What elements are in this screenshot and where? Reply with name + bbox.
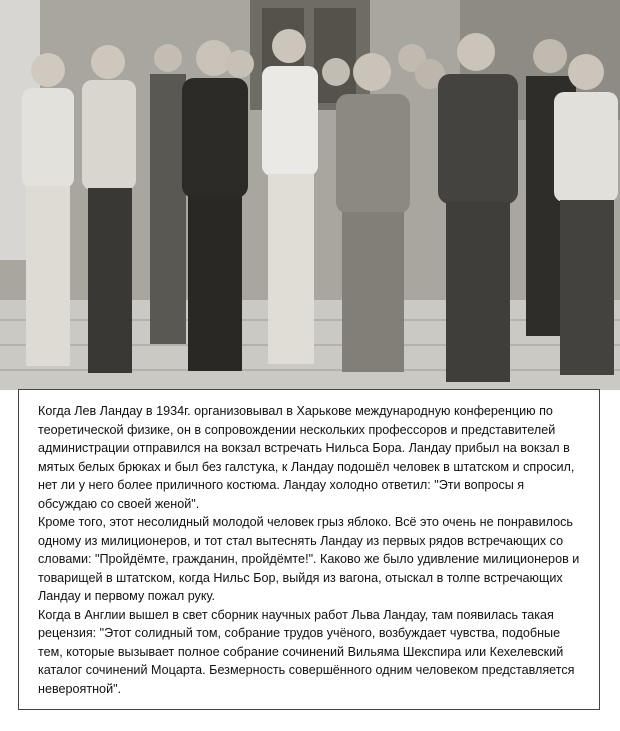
caption-paragraph-2: Кроме того, этот несолидный молодой человек грыз яблоко. Всё это очень не понравилось одному из милиционеров, и тот стал вытеснять Ландау из первых рядов встречающих со словами: "Пройдёмте, гражданин, пройдёмте!". Каково же было удивление милиционеров и товарищей в штатском, когда Нильс Бор, выйдя из вагона, отыскал в толпе встречающих Ландау и первому пожал руку. [38, 515, 580, 603]
caption-paragraph-3: Когда в Англии вышел в свет сборник научных работ Льва Ландау, там появилась такая рецензия: "Этот солидный том, собрание трудов учёного, возбуждает чувства, подобные тем, которые вызывает полное собрание сочинений Вильяма Шекспира или Кехелевский каталог сочинений Моцарта. Безмерность совершённого одним человеком представляется невероятной". [38, 607, 575, 696]
caption-box [18, 389, 600, 710]
caption-paragraph-1: Когда Лев Ландау в 1934г. организовывал в Харькове международную конференцию по теоретической физике, он в сопровождении нескольких профессоров и представителей администрации отправился на вокзал встречать Нильса Бора. Ландау прибыл на вокзал в мятых белых брюках и был без галстука, к Ландау подошёл человек в штатском и спросил, нет ли у него более приличного костюма. Ландау холодно ответил: "Эти вопросы я обсуждаю со своей женой". [38, 404, 575, 511]
